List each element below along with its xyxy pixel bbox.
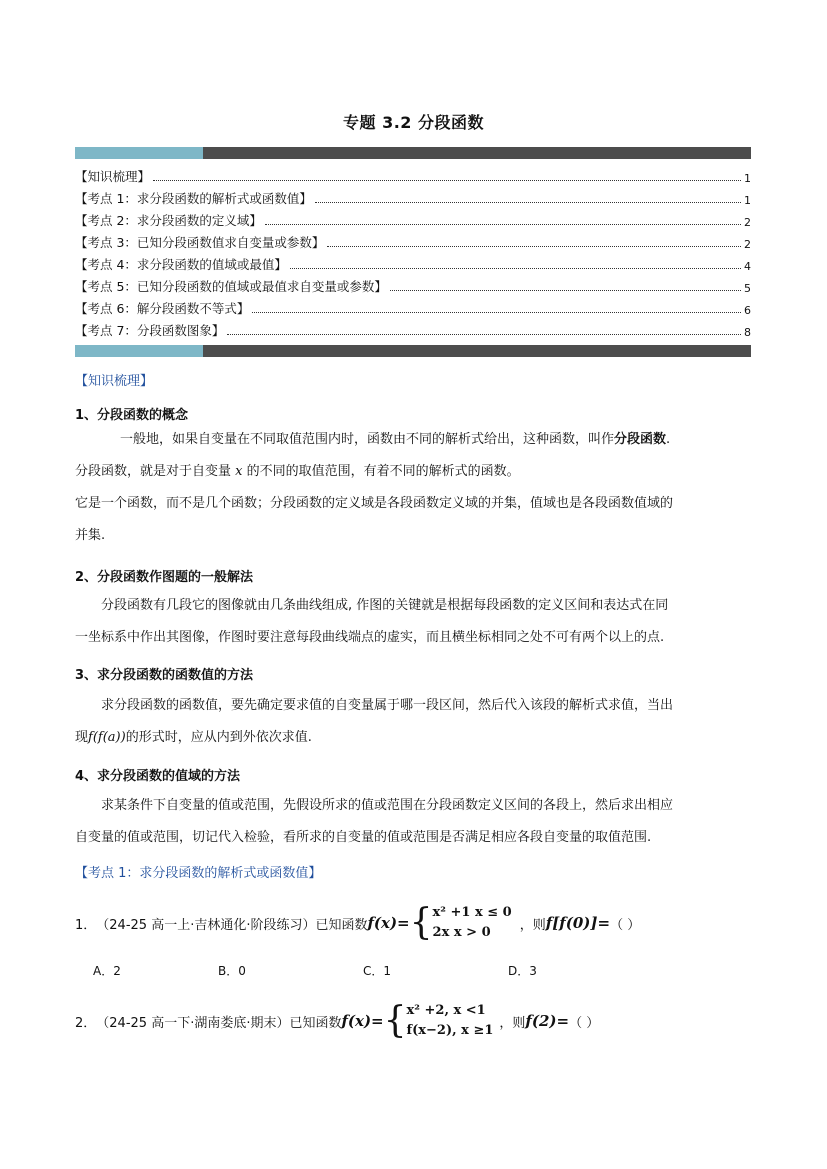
toc-leader-dots bbox=[315, 202, 741, 203]
question-1: 1． （24-25 高一上·吉林通化·阶段练习）已知函数 f(x)= { x² +1 x ≤ 0 2x x > 0 ，则 f[f(0)]= （ ） bbox=[75, 902, 641, 943]
question-1-options bbox=[0, 962, 827, 982]
toc-entry-page: 4 bbox=[744, 260, 751, 273]
toc-entry-label: 【考点 1：求分段函数的解析式或函数值】 bbox=[75, 191, 312, 206]
page-title: 专题 3.2 分段函数 bbox=[343, 113, 484, 132]
table-of-contents bbox=[75, 163, 751, 339]
section-2-body: 分段函数有几段它的图像就由几条曲线组成, 作图的关键就是根据每段函数的定义区间和表达式在同 一坐标系中作出其图像，作图时要注意每段曲线端点的虚实，而且横坐标相同之处不可有两个以上的点. bbox=[75, 598, 669, 645]
toc-entry[interactable] bbox=[75, 163, 751, 185]
option-c[interactable]: C．1 bbox=[363, 964, 392, 978]
toc-entry-page: 6 bbox=[744, 304, 751, 317]
toc-entry[interactable] bbox=[75, 317, 751, 339]
toc-entry-label: 【知识梳理】 bbox=[75, 169, 151, 184]
toc-entry-label: 【考点 5：已知分段函数的值域或最值求自变量或参数】 bbox=[75, 279, 387, 294]
kp1-heading: 【考点 1：求分段函数的解析式或函数值】 bbox=[75, 866, 322, 881]
toc-leader-dots bbox=[252, 312, 741, 313]
toc-entry-label: 【考点 7：分段函数图象】 bbox=[75, 323, 225, 338]
section-1-heading: 1、分段函数的概念 bbox=[75, 408, 189, 423]
toc-entry[interactable] bbox=[75, 207, 751, 229]
toc-entry[interactable] bbox=[75, 185, 751, 207]
knowledge-heading: 【知识梳理】 bbox=[75, 374, 154, 389]
section-3-heading: 3、求分段函数的函数值的方法 bbox=[75, 668, 254, 683]
toc-leader-dots bbox=[265, 224, 741, 225]
toc-entry-page: 1 bbox=[744, 194, 751, 207]
option-d[interactable]: D．3 bbox=[508, 964, 537, 978]
section-2-heading: 2、分段函数作图题的一般解法 bbox=[75, 570, 254, 585]
toc-entry-page: 8 bbox=[744, 326, 751, 339]
toc-bottom-divider bbox=[75, 345, 751, 357]
section-3-body: 求分段函数的函数值，要先确定要求值的自变量属于哪一段区间，然后代入该段的解析式求值，当出 现f(f(a))的形式时，应从内到外依次求值. bbox=[75, 698, 674, 745]
section-1-body: 一般地，如果自变量在不同取值范围内时，函数由不同的解析式给出，这种函数，叫作分段函数. 分段函数，就是对于自变量 x 的不同的取值范围，有着不同的解析式的函数。 它是一个函数，而不是几个函数；分段函数的定义域是各段函数定义域的并集，值域也是各段函数值域的 并集. bbox=[75, 432, 674, 543]
toc-top-divider bbox=[75, 147, 751, 159]
toc-entry-label: 【考点 6：解分段函数不等式】 bbox=[75, 301, 250, 316]
toc-leader-dots bbox=[227, 334, 741, 335]
toc-leader-dots bbox=[153, 180, 741, 181]
toc-entry-label: 【考点 4：求分段函数的值域或最值】 bbox=[75, 257, 287, 272]
toc-entry-label: 【考点 3：已知分段函数值求自变量或参数】 bbox=[75, 235, 325, 250]
option-b[interactable]: B．0 bbox=[218, 964, 246, 978]
section-4-heading: 4、求分段函数的值域的方法 bbox=[75, 769, 241, 784]
toc-entry-page: 5 bbox=[744, 282, 751, 295]
toc-entry-label: 【考点 2：求分段函数的定义域】 bbox=[75, 213, 262, 228]
q1-piecewise: x² +1 x ≤ 0 2x x > 0 bbox=[432, 905, 512, 940]
toc-leader-dots bbox=[390, 290, 741, 291]
toc-entry-page: 2 bbox=[744, 216, 751, 229]
question-2: 2． （24-25 高一下·湖南娄底·期末）已知函数 f(x)= { x² +2, x <1 f(x−2), x ≥1 ，则 f(2)= （ ） bbox=[75, 1000, 600, 1041]
section-4-body: 求某条件下自变量的值或范围，先假设所求的值或范围在分段函数定义区间的各段上，然后求出相应 自变量的值或范围，切记代入检验，看所求的自变量的值或范围是否满足相应各段自变量的取值范围. bbox=[75, 798, 674, 845]
toc-entry-page: 2 bbox=[744, 238, 751, 251]
q2-piecewise: x² +2, x <1 f(x−2), x ≥1 bbox=[406, 1003, 494, 1038]
option-a[interactable]: A．2 bbox=[93, 964, 121, 978]
toc-entry[interactable] bbox=[75, 295, 751, 317]
toc-entry[interactable] bbox=[75, 251, 751, 273]
toc-leader-dots bbox=[327, 246, 741, 247]
toc-entry[interactable] bbox=[75, 273, 751, 295]
toc-entry-page: 1 bbox=[744, 172, 751, 185]
toc-entry[interactable] bbox=[75, 229, 751, 251]
toc-leader-dots bbox=[290, 268, 741, 269]
